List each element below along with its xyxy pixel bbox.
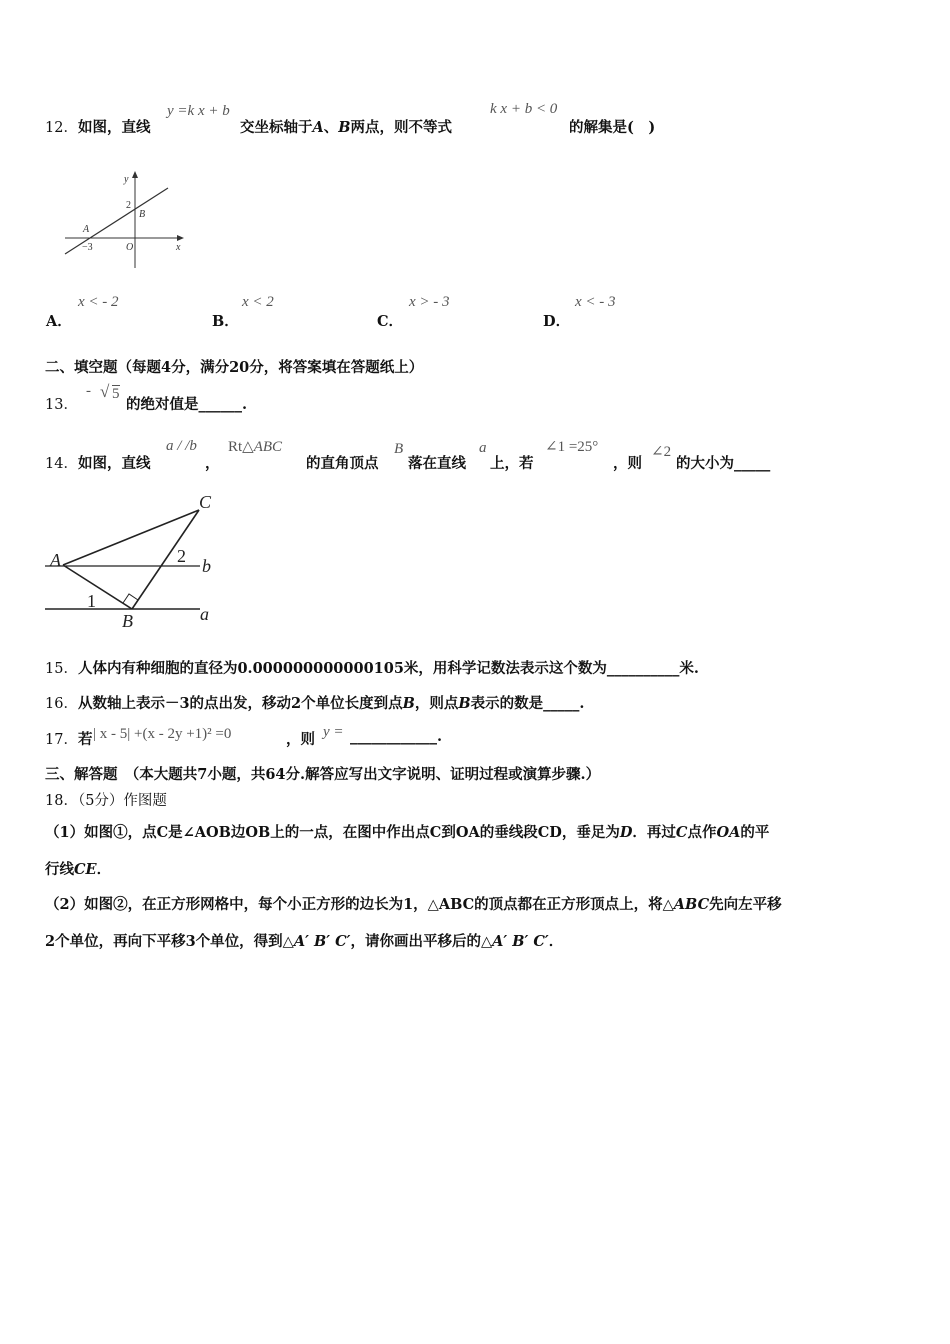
q14-label-a-line: a [200,604,209,624]
q14-angle-1: ∠1 =25° [545,439,599,455]
q17-expression: | x - 5| +(x - 2y +1)² =0 [93,726,232,742]
q12-text-3: 两点，则不等式 [350,119,453,136]
q12-option-d-letter: D． [543,313,571,330]
q18-p1b: ．再过 [632,824,676,841]
q18-p1c: 点作 [687,824,717,841]
q12-option-c-letter: C． [377,313,404,330]
q16-text-1: 从数轴上表示－3的点出发，移动2个单位长度到点 [77,695,403,712]
q12-text-4: 的解集是( ) [569,119,656,136]
q12-inequality: k x + b < 0 [490,101,558,117]
q14-label-b-vertex: B [122,611,133,630]
q14-number: 14． [45,456,78,472]
q14-label-2: 2 [177,546,186,566]
q16-text-3: 表示的数是_____. [470,695,585,712]
q18-p2b: 先向左平移 [709,896,782,913]
q18-abc: ABC [673,896,710,913]
q14-line [45,452,150,473]
q12-minus3-label: −3 [82,242,93,253]
q15-text: 人体内有种细胞的直径为0.000000000000105米，用科学记数法表示这个数为__________米. [77,660,699,677]
q17-text-2: ，则 [286,731,315,748]
q18-part1-line1 [45,821,769,842]
q18-p1a: （1）如图①，点C是∠AOB边OB上的一点，在图中作出点C到OA的垂线段CD，垂足为 [45,824,620,841]
q12-text-2: 交坐标轴于 [240,119,313,136]
q12-text-1: 如图，直线 [77,119,151,136]
q17-number: 17． [45,732,78,748]
q14-label-a: A [50,550,61,570]
q14-text-1: 如图，直线 [77,455,151,472]
q12-point-b: B [338,119,351,136]
q12-line [45,116,150,137]
q14-parallel: a / /b [166,438,197,454]
q18-c: C [675,824,688,841]
q12-option-a-expr: x < - 2 [78,294,119,310]
q14-side-bc [132,510,199,609]
q18-p1d: 的平 [740,824,770,841]
q12-b-label: B [139,209,146,220]
q14-rt: Rt△ [228,439,254,455]
q14-abc: ABC [253,439,283,455]
q14-comma: ， [205,455,220,472]
q15-line [45,657,699,678]
q12-a-label: A [83,224,90,235]
q13-text: 的绝对值是______. [126,396,248,413]
q14-text-3: 落在直线 [408,455,466,472]
q12-option-d-expr: x < - 3 [575,294,616,310]
q14-text-2: 的直角顶点 [306,455,379,472]
q12-origin-label: O [126,242,134,253]
section-3-title: 三、解答题 （本大题共7小题，共64分.解答应写出文字说明、证明过程或演算步骤.） [45,766,601,783]
q16-line [45,692,584,713]
q14-text-5: ，则 [613,455,642,472]
q18-tri-1: A′ B′ C′ [293,933,351,950]
q12-line-plot [65,188,168,254]
q14-right-angle-mark [123,594,138,603]
q18-p2e: ． [548,933,564,950]
q18-ce: CE [74,861,97,878]
q13-radical: √ [100,382,110,401]
q12-number: 12． [45,120,78,136]
q14-figure [40,488,225,630]
q17-text-1: 若 [77,731,93,748]
q18-part2-line1 [45,893,782,914]
q12-two-label: 2 [126,200,131,211]
q18-p2a: （2）如图②，在正方形网格中，每个小正方形的边长为1，△ABC的顶点都在正方形顶点上，将△ [45,896,674,913]
q12-sep: 、 [323,119,339,136]
q18-p2d: ，请你画出平移后的△ [350,933,493,950]
q18-head: （5分）作图题 [77,793,167,809]
q18-header [45,789,167,810]
q18-tri-2: A′ B′ C′ [492,933,549,950]
q14-vertex-b: B [394,441,404,457]
q12-option-b-letter: B． [212,313,239,330]
q14-label-c: C [199,492,212,512]
q18-p1f: ． [96,861,112,878]
q12-graph [60,168,190,273]
q16-text-2: ，则点 [414,695,459,712]
q18-number: 18． [45,793,78,809]
q18-p1e: 行线 [45,861,74,878]
q18-part1-line2 [45,858,111,879]
q14-rt-triangle [228,437,282,456]
q18-d: D [619,824,633,841]
q13-number: 13． [45,397,78,413]
q12-x-arrow [177,235,184,241]
section-2-title: 二、填空题（每题4分，满分20分，将答案填在答题纸上） [45,359,424,376]
q17-blank: ____________. [350,728,443,745]
q14-line-a: a [479,440,487,456]
q16-point-b-1: B [402,695,415,712]
q12-point-a: A [312,119,324,136]
q13-radicand: 5 [112,386,120,402]
q12-option-b-expr: x < 2 [242,294,274,310]
q14-text-4: 上，若 [490,455,534,472]
q18-oa: OA [716,824,741,841]
q18-p2c: 2个单位，再向下平移3个单位，得到△ [45,933,294,950]
q16-point-b-2: B [458,695,471,712]
q14-side-ab [63,565,132,609]
q12-equation-line: y =k x + b [167,103,230,119]
q18-part2-line2 [45,930,563,951]
q17-line [45,728,92,749]
q13-minus: - [86,383,91,399]
q17-y-equals: y = [323,724,344,740]
q16-number: 16． [45,696,78,712]
q12-option-a-letter: A． [46,313,72,330]
q12-x-label: x [176,242,181,253]
q14-text-6: 的大小为_____ [676,455,771,472]
q15-number: 15． [45,661,78,677]
q12-y-label: y [124,174,129,185]
q14-label-1: 1 [87,591,96,611]
q14-label-b-line: b [202,556,211,576]
q12-option-c-expr: x > - 3 [409,294,450,310]
q12-text-2-group [240,116,452,137]
q14-angle-2: ∠2 [651,444,672,460]
q12-y-arrow [132,171,138,178]
